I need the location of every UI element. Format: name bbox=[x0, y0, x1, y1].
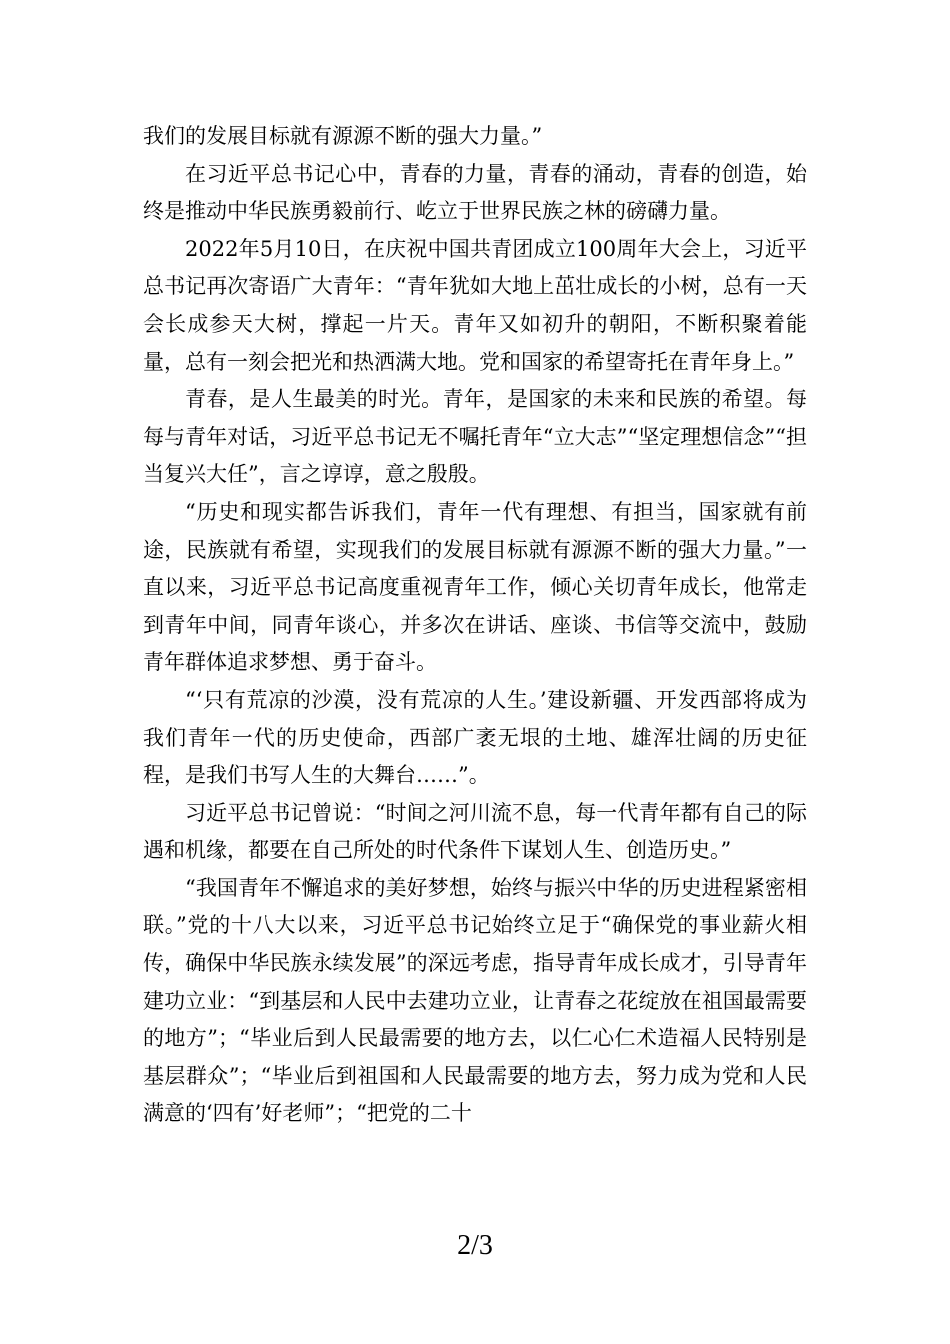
paragraph: 青春，是人生最美的时光。青年，是国家的未来和民族的希望。每每与青年对话，习近平总书记无不嘱托青年“立大志”“坚定理想信念”“担当复兴大任”，言之谆谆，意之殷殷。 bbox=[143, 387, 807, 487]
paragraph: 习近平总书记曾说：“时间之河川流不息，每一代青年都有自己的际遇和机缘，都要在自己所处的时代条件下谋划人生、创造历史。” bbox=[143, 800, 807, 863]
paragraph: 在习近平总书记心中，青春的力量，青春的涌动，青春的创造，始终是推动中华民族勇毅前行、屹立于世界民族之林的磅礴力量。 bbox=[143, 161, 807, 224]
paragraph: “我国青年不懈追求的美好梦想，始终与振兴中华的历史进程紧密相联。”党的十八大以来，习近平总书记始终立足于“确保党的事业薪火相传，确保中华民族永续发展”的深远考虑，指导青年成长成才，引导青年建功立业：“到基层和人民中去建功立业，让青春之花绽放在祖国最需要的地方”；“毕业后到人民最需要的地方去，以仁心仁术造福人民特别是基层群众”；“毕业后到祖国和人民最需要的地方去，努力成为党和人民满意的‘四有’好老师”；“把党的二十 bbox=[143, 875, 807, 1126]
paragraph: 我们的发展目标就有源源不断的强大力量。” bbox=[143, 124, 543, 148]
paragraph: “历史和现实都告诉我们，青年一代有理想、有担当，国家就有前途，民族就有希望，实现我们的发展目标就有源源不断的强大力量。”一直以来，习近平总书记高度重视青年工作，倾心关切青年成长，他常走到青年中间，同青年谈心，并多次在讲话、座谈、书信等交流中，鼓励青年群体追求梦想、勇于奋斗。 bbox=[143, 499, 807, 675]
paragraph: “‘只有荒凉的沙漠，没有荒凉的人生。’建设新疆、开发西部将成为我们青年一代的历史使命，西部广袤无垠的土地、雄浑壮阔的历史征程，是我们书写人生的大舞台……”。 bbox=[143, 687, 807, 788]
paragraph: 2022年5月10日，在庆祝中国共青团成立100周年大会上，习近平总书记再次寄语广大青年：“青年犹如大地上茁壮成长的小树，总有一天会长成参天大树，撑起一片天。青年又如初升的朝阳，不断积聚着能量，总有一刻会把光和热洒满大地。党和国家的希望寄托在青年身上。” bbox=[143, 236, 807, 374]
document-body bbox=[143, 118, 807, 1133]
page-number: 2/3 bbox=[457, 1230, 493, 1261]
